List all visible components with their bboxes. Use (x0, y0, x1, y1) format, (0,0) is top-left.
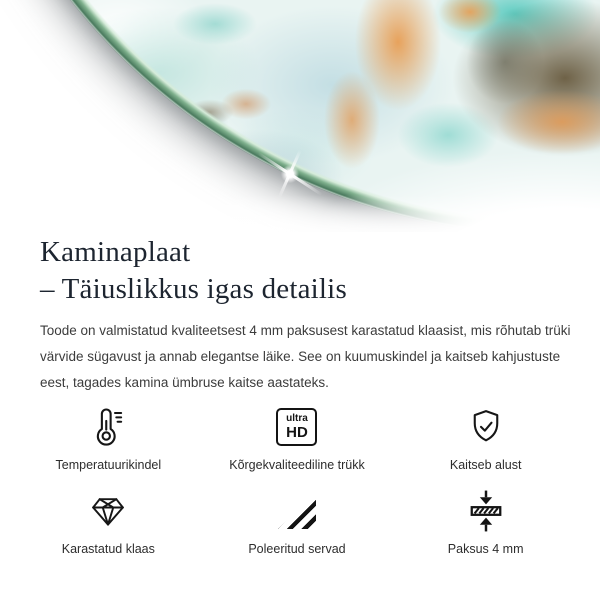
product-hero (0, 0, 600, 232)
polished-edges-icon (203, 488, 392, 534)
thermometer-icon (14, 404, 203, 450)
diamond-icon (14, 488, 203, 534)
features-grid (14, 404, 580, 556)
thickness-icon (391, 488, 580, 534)
shield-check-icon (391, 404, 580, 450)
ultra-hd-badge-top: ultra (286, 413, 308, 424)
feature-high-quality-print (203, 404, 392, 472)
feature-temperature-resistant (14, 404, 203, 472)
feature-label: Poleeritud servad (248, 542, 346, 556)
feature-label: Paksus 4 mm (447, 542, 524, 556)
product-description: Toode on valmistatud kvaliteetsest 4 mm paksusest karastatud klaasist, mis rõhutab trüki värvide sügavust ja annab elegantse läike. See on kuumuskindel ja kaitseb kahjustuste eest, tagades kamina ümbruse kaitse aastateks. (40, 323, 571, 390)
page-title (40, 234, 570, 308)
feature-label: Kaitseb alust (449, 458, 522, 472)
page-title-line2: – Täiuslikkus igas detailis (40, 273, 347, 305)
product-info-section (0, 232, 600, 556)
ultra-hd-icon (203, 404, 392, 450)
feature-polished-edges (203, 488, 392, 556)
feature-label: Karastatud klaas (61, 542, 155, 556)
feature-label: Temperatuurikindel (55, 458, 162, 472)
page-title-line1: Kaminaplaat (40, 236, 191, 268)
feature-label: Kõrgekvaliteediline trükk (229, 458, 365, 472)
ultra-hd-badge-bottom: HD (286, 424, 308, 441)
feature-tempered-glass (14, 488, 203, 556)
feature-thickness (391, 488, 580, 556)
feature-protects-base (391, 404, 580, 472)
hero-fade-overlay (0, 0, 600, 232)
